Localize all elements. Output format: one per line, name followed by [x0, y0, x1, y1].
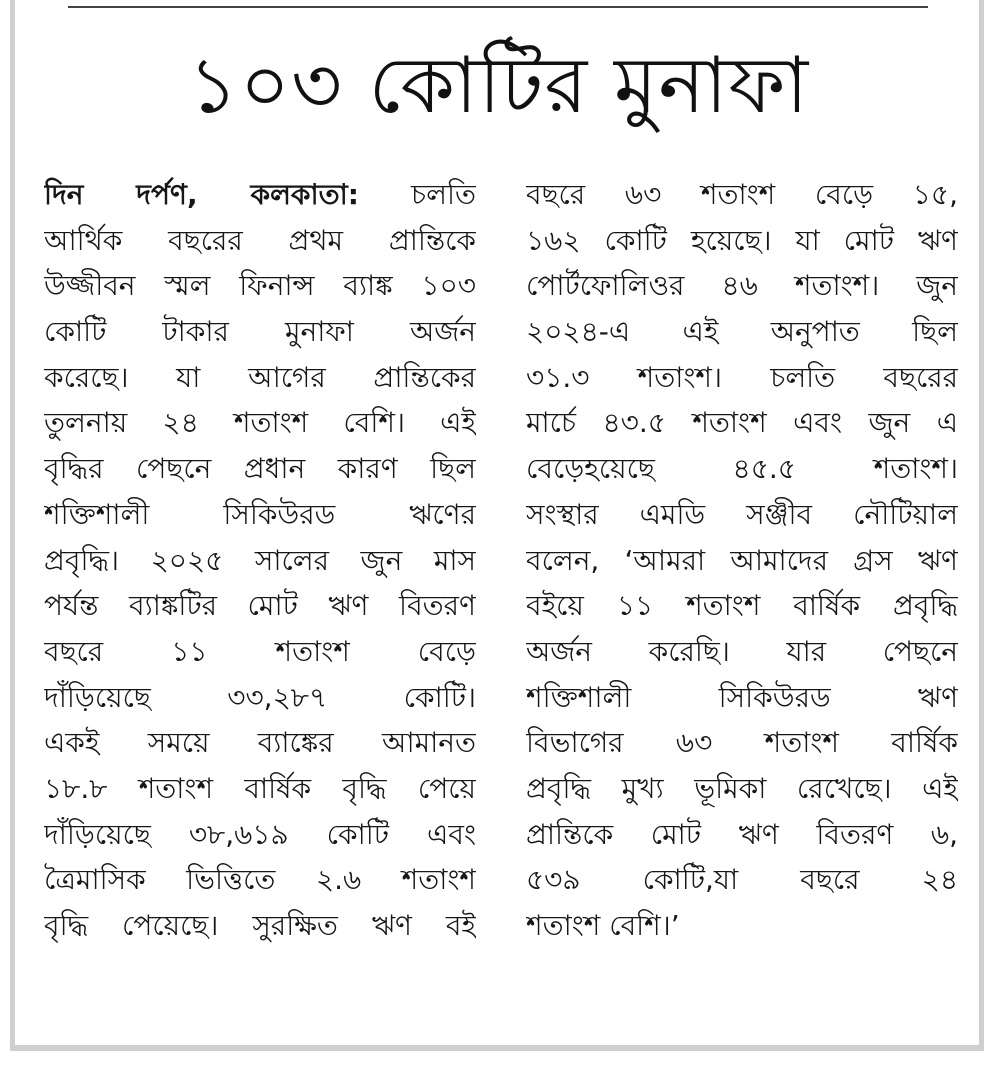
article-column-left [44, 172, 476, 949]
article-line: অর্জন করেছি। যার পেছনে [526, 634, 958, 668]
article-line: বেড়েহয়েছে ৪৫.৫ শতাংশ। [526, 452, 958, 486]
article-column-right [526, 172, 958, 949]
article-line: প্রান্তিকে মোট ঋণ বিতরণ ৬, [526, 817, 958, 851]
top-rule [68, 6, 928, 8]
article-line: প্রবৃদ্ধি। ২০২৫ সালের জুন মাস [44, 543, 476, 577]
article-line: ১৬২ কোটি হয়েছে। যা মোট ঋণ [526, 223, 958, 257]
article-line: তুলনায় ২৪ শতাংশ বেশি। এই [44, 406, 476, 440]
article-line: মার্চে ৪৩.৫ শতাংশ এবং জুন এ [526, 406, 958, 440]
article-line: পোর্টফোলিওর ৪৬ শতাংশ। জুন [526, 269, 958, 303]
article-line: একই সময়ে ব্যাঙ্কের আমানত [44, 726, 476, 760]
article-line: বছরে ৬৩ শতাংশ বেড়ে ১৫, [526, 178, 958, 211]
article-line: শক্তিশালী সিকিউরড ঋণের [44, 497, 476, 531]
article-line: উজ্জীবন স্মল ফিনান্স ব্যাঙ্ক ১০৩ [44, 269, 476, 303]
article-line: বৃদ্ধি পেয়েছে। সুরক্ষিত ঋণ বই [44, 909, 476, 942]
article-line: পর্যন্ত ব্যাঙ্কটির মোট ঋণ বিতরণ [44, 589, 476, 623]
article-line: ১৮.৮ শতাংশ বার্ষিক বৃদ্ধি পেয়ে [44, 771, 476, 805]
article-line: ত্রৈমাসিক ভিত্তিতে ২.৬ শতাংশ [44, 863, 476, 897]
article-line: দিন দর্পণ, কলকাতা: চলতি [44, 178, 476, 211]
article-line: বলেন, ‘আমরা আমাদের গ্রস ঋণ [526, 543, 958, 577]
article-line: বৃদ্ধির পেছনে প্রধান কারণ ছিল [44, 452, 476, 486]
article-line: শক্তিশালী সিকিউরড ঋণ [526, 680, 958, 714]
article-line: ৩১.৩ শতাংশ। চলতি বছরের [526, 360, 958, 394]
article-line: শতাংশ বেশি।’ [526, 909, 680, 942]
article-line: করেছে। যা আগের প্রান্তিকের [44, 360, 476, 394]
article-line: বছরে ১১ শতাংশ বেড়ে [44, 634, 476, 668]
article-line: কোটি টাকার মুনাফা অর্জন [44, 315, 476, 349]
headline: ১০৩ কোটির মুনাফা [187, 41, 810, 131]
article-line: প্রবৃদ্ধি মুখ্য ভূমিকা রেখেছে। এই [526, 771, 958, 805]
article-line: সংস্থার এমডি সঞ্জীব নৌটিয়াল [526, 497, 958, 531]
article-line: বিভাগের ৬৩ শতাংশ বার্ষিক [526, 726, 958, 760]
article-line: বইয়ে ১১ শতাংশ বার্ষিক প্রবৃদ্ধি [526, 589, 958, 623]
article-line: দাঁড়িয়েছে ৩৩,২৮৭ কোটি। [44, 680, 476, 714]
article-line: ৫৩৯ কোটি,যা বছরে ২৪ [526, 863, 958, 897]
dateline: দিন দর্পণ, কলকাতা: [44, 178, 359, 211]
article-line: ২০২৪-এ এই অনুপাত ছিল [526, 315, 958, 349]
article-line: দাঁড়িয়েছে ৩৮,৬১৯ কোটি এবং [44, 817, 476, 851]
article-line: আর্থিক বছরের প্রথম প্রান্তিকে [44, 223, 476, 257]
